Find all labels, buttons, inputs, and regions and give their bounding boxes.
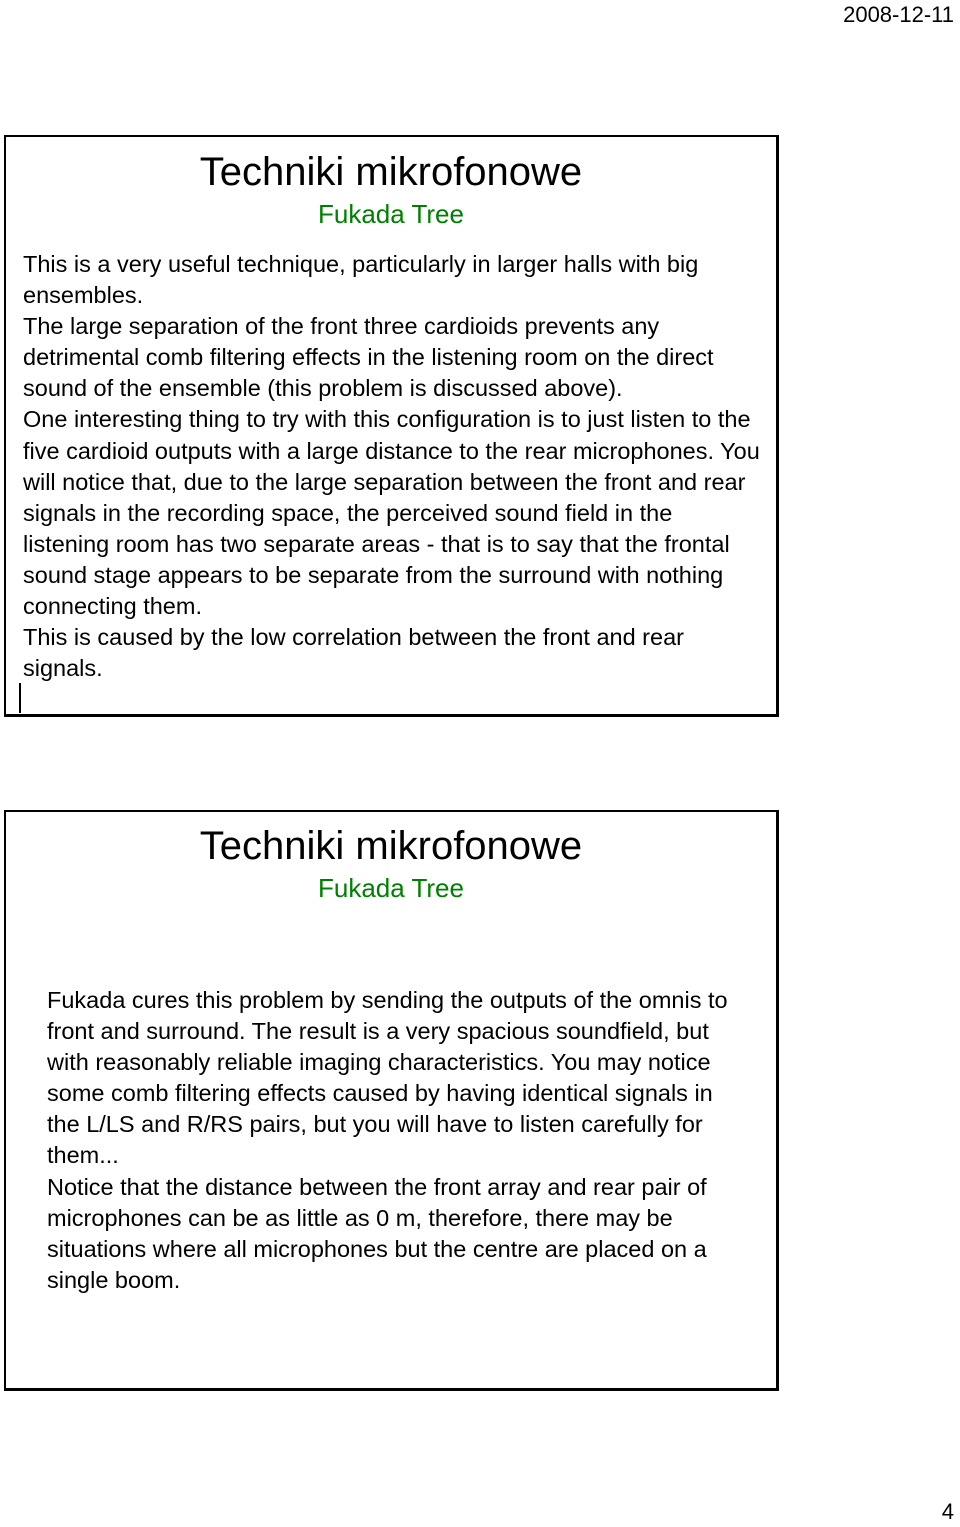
slide-2 [4, 810, 779, 1391]
slide-1 [4, 135, 779, 717]
slide-subtitle: Fukada Tree [318, 199, 464, 229]
page-date: 2008-12-11 [843, 2, 954, 27]
text-cursor [19, 683, 21, 713]
slide-body [47, 985, 746, 1296]
body-paragraph: The large separation of the front three cardioids prevents any detrimental comb filtering effects in the listening room on the direct sound of the ensemble (this problem is discussed above). [23, 313, 714, 402]
body-paragraph: This is caused by the low correlation between the front and rear signals. [23, 624, 684, 682]
body-paragraph: Fukada cures this problem by sending the outputs of the omnis to front and surround. The result is a very spacious soundfield, but with reasonably reliable imaging characteristics. You may notice some comb filtering effects caused by having identical signals in the L/LS and R/RS pairs, but you will have to listen carefully for them... [47, 987, 728, 1169]
page-number: 4 [941, 1499, 954, 1524]
body-paragraph: Notice that the distance between the front array and rear pair of microphones can be as little as 0 m, therefore, there may be situations where all microphones but the centre are placed on a single boom. [47, 1173, 707, 1293]
body-paragraph: One interesting thing to try with this configuration is to just listen to the five cardioid outputs with a large distance to the rear microphones. You will notice that, due to the large separation between the front and rear signals in the recording space, the perceived sound field in the listening room has two separate areas - that is to say that the frontal sound stage appears to be separate from the surround with nothing connecting them. [23, 406, 760, 620]
body-paragraph: This is a very useful technique, particularly in larger halls with big ensembles. [23, 251, 699, 309]
slide-title: Techniki mikrofonowe [199, 150, 583, 194]
slide-subtitle: Fukada Tree [318, 873, 464, 903]
slide-title: Techniki mikrofonowe [199, 824, 583, 868]
slide-body [23, 249, 762, 684]
